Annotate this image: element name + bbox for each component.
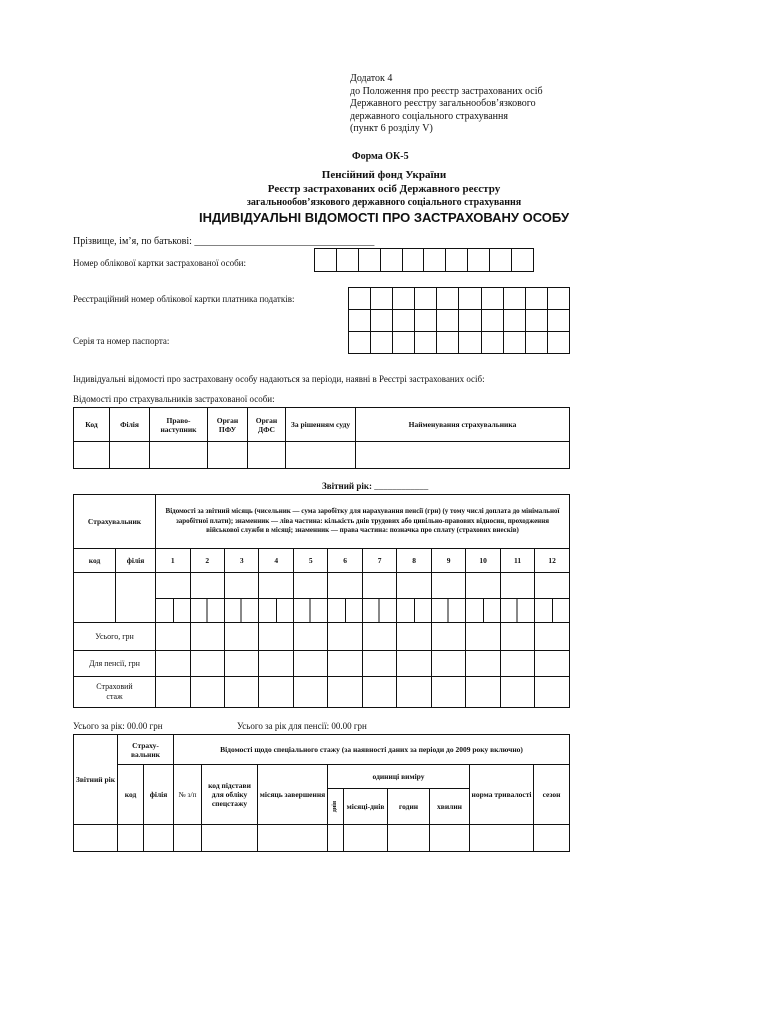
month-header: 5 xyxy=(293,549,327,573)
month-cell[interactable] xyxy=(431,677,465,708)
table-cell[interactable] xyxy=(328,825,344,852)
digit-cell[interactable] xyxy=(424,249,446,272)
month-cell[interactable] xyxy=(259,573,293,599)
table-cell[interactable] xyxy=(74,442,110,469)
month-cell[interactable] xyxy=(362,651,396,677)
month-cell[interactable] xyxy=(156,677,190,708)
header-branch: філія xyxy=(116,549,156,573)
header-branch: філія xyxy=(144,765,174,825)
month-cell[interactable] xyxy=(259,677,293,708)
month-cell[interactable] xyxy=(500,651,534,677)
month-header: 11 xyxy=(500,549,534,573)
digit-cell[interactable] xyxy=(437,332,459,354)
month-cell[interactable] xyxy=(328,651,362,677)
digit-cell[interactable] xyxy=(525,332,547,354)
month-header: 2 xyxy=(190,549,224,573)
header-court: За рішенням суду xyxy=(286,408,356,442)
month-cell[interactable] xyxy=(190,573,224,599)
table-cell[interactable] xyxy=(110,442,150,469)
month-cell[interactable] xyxy=(466,573,500,599)
month-header: 10 xyxy=(466,549,500,573)
table-cell[interactable] xyxy=(534,825,570,852)
month-cell[interactable] xyxy=(535,651,570,677)
table-cell[interactable] xyxy=(344,825,388,852)
insurers-caption: Відомості про страхувальників застрахованої особи: xyxy=(73,394,275,404)
month-cell[interactable] xyxy=(293,651,327,677)
table-cell[interactable] xyxy=(74,825,118,852)
month-cell[interactable] xyxy=(328,677,362,708)
header-code: код xyxy=(118,765,144,825)
digit-cell[interactable] xyxy=(336,249,358,272)
table-cell[interactable] xyxy=(208,442,248,469)
addendum-line: (пункт 6 розділу V) xyxy=(350,123,433,134)
digit-cell[interactable] xyxy=(525,288,547,310)
header-branch: Філія xyxy=(110,408,150,442)
addendum-line: Додаток 4 xyxy=(350,73,393,84)
digit-cell[interactable] xyxy=(503,332,525,354)
month-header: 4 xyxy=(259,549,293,573)
header-month-info: Відомості за звітний місяць (чисельник — сума заробітку для нарахування пенсії (грн) (у тому числі доплата до мінімальної заробітної плати); знаменник — ліва частина: кількість днів трудових або цивільно-правових відносин, проходження військової служби в місяці; знаменник — права частина: позначка про сплату (страхових внесків) xyxy=(156,495,570,549)
taxcard-label: Реєстраційний номер облікової картки платника податків: xyxy=(73,294,295,304)
month-cell[interactable] xyxy=(156,651,190,677)
digit-cell[interactable] xyxy=(371,310,393,332)
month-cell[interactable] xyxy=(500,573,534,599)
registry-line-2: загальнообов’язкового державного соціального страхування xyxy=(246,197,522,208)
header-completion-month: місяць завершення xyxy=(258,765,328,825)
header-units: одиниці виміру xyxy=(328,765,470,789)
month-cell[interactable] xyxy=(466,651,500,677)
header-report-year: Звітний рік xyxy=(74,735,118,825)
report-year[interactable] xyxy=(322,481,428,491)
month-split-cell[interactable] xyxy=(259,599,293,623)
month-cell[interactable] xyxy=(535,573,570,599)
row-label-pension: Для пенсії, грн xyxy=(74,651,156,677)
month-cell[interactable] xyxy=(466,623,500,651)
digit-cell[interactable] xyxy=(437,288,459,310)
month-cell[interactable] xyxy=(224,623,258,651)
digit-cell[interactable] xyxy=(481,310,503,332)
addendum-line: до Положення про реєстр застрахованих осіб xyxy=(350,85,543,97)
month-cell[interactable] xyxy=(156,573,190,599)
digit-cell[interactable] xyxy=(490,249,512,272)
page-title: ІНДИВІДУАЛЬНІ ВІДОМОСТІ ПРО ЗАСТРАХОВАНУ ОСОБУ xyxy=(198,210,570,225)
header-dfs: Орган ДФС xyxy=(248,408,286,442)
month-cell[interactable] xyxy=(259,651,293,677)
month-header: 7 xyxy=(362,549,396,573)
month-cell[interactable] xyxy=(500,677,534,708)
digit-cell[interactable] xyxy=(415,310,437,332)
header-pfu: Орган ПФУ xyxy=(208,408,248,442)
digit-cell[interactable] xyxy=(380,249,402,272)
month-cell[interactable] xyxy=(535,623,570,651)
digit-cell[interactable] xyxy=(393,332,415,354)
header-successor: Право-наступник xyxy=(150,408,208,442)
digit-cell[interactable] xyxy=(415,332,437,354)
name-field[interactable] xyxy=(73,236,374,247)
month-cell[interactable] xyxy=(328,623,362,651)
digit-cell[interactable] xyxy=(437,310,459,332)
digit-cell[interactable] xyxy=(393,310,415,332)
month-cell[interactable] xyxy=(293,623,327,651)
digit-cell[interactable] xyxy=(459,332,481,354)
header-minutes: хвилин xyxy=(430,789,470,825)
digit-cell[interactable] xyxy=(349,288,371,310)
header-days xyxy=(328,789,344,825)
digit-cell[interactable] xyxy=(349,332,371,354)
month-cell[interactable] xyxy=(293,573,327,599)
month-cell[interactable] xyxy=(362,573,396,599)
table-cell[interactable] xyxy=(118,825,144,852)
month-header: 1 xyxy=(156,549,190,573)
monthly-table xyxy=(73,494,570,708)
table-cell[interactable] xyxy=(470,825,534,852)
month-cell[interactable] xyxy=(156,623,190,651)
month-cell[interactable] xyxy=(190,623,224,651)
info-text: Індивідуальні відомості про застраховану особу надаються за періоди, наявні в Реєстрі застрахованих осіб: xyxy=(73,374,485,384)
header-special-info: Відомості щодо спеціального стажу (за наявності даних за періоди до 2009 року включно) xyxy=(174,735,570,765)
month-split-cell[interactable] xyxy=(328,599,362,623)
digit-cell[interactable] xyxy=(402,249,424,272)
month-split-cell[interactable] xyxy=(156,599,190,623)
addendum-block xyxy=(350,73,543,136)
month-cell[interactable] xyxy=(397,623,431,651)
month-cell[interactable] xyxy=(466,677,500,708)
table-cell[interactable] xyxy=(202,825,258,852)
digit-cell[interactable] xyxy=(358,249,380,272)
table-cell[interactable] xyxy=(286,442,356,469)
month-header: 12 xyxy=(535,549,570,573)
month-cell[interactable] xyxy=(535,677,570,708)
header-insurer: Страхувальник xyxy=(74,495,156,549)
pension-year-total: Усього за рік для пенсії: 00.00 грн xyxy=(237,721,367,731)
digit-cell[interactable] xyxy=(446,249,468,272)
passport-label: Серія та номер паспорта: xyxy=(73,336,170,346)
table-cell[interactable] xyxy=(356,442,570,469)
digit-cell[interactable] xyxy=(503,310,525,332)
digit-cell[interactable] xyxy=(503,288,525,310)
month-cell[interactable] xyxy=(362,623,396,651)
month-cell[interactable] xyxy=(328,573,362,599)
month-cell[interactable] xyxy=(293,677,327,708)
digit-cell[interactable] xyxy=(371,288,393,310)
month-split-cell[interactable] xyxy=(397,599,431,623)
digit-cell[interactable] xyxy=(468,249,490,272)
month-header: 8 xyxy=(397,549,431,573)
name-blank: ____________________________________ xyxy=(194,236,375,247)
registry-line-1: Реєстр застрахованих осіб Державного реєстру xyxy=(267,183,501,195)
digit-cell[interactable] xyxy=(459,288,481,310)
table-cell[interactable] xyxy=(174,825,202,852)
card-number-grid xyxy=(314,248,534,272)
month-cell[interactable] xyxy=(259,623,293,651)
month-cell[interactable] xyxy=(224,573,258,599)
digit-cell[interactable] xyxy=(481,332,503,354)
row-label-total: Усього, грн xyxy=(74,623,156,651)
month-cell[interactable] xyxy=(397,651,431,677)
digit-cell[interactable] xyxy=(415,288,437,310)
insurers-table xyxy=(73,407,570,469)
digit-cell[interactable] xyxy=(547,332,569,354)
digit-cell[interactable] xyxy=(525,310,547,332)
org-name: Пенсійний фонд України xyxy=(321,169,447,181)
special-stazh-table xyxy=(73,734,570,852)
digit-cell[interactable] xyxy=(547,310,569,332)
month-split-cell[interactable] xyxy=(362,599,396,623)
header-days-label: днів xyxy=(332,800,339,813)
header-month-days: місяці-днів xyxy=(344,789,388,825)
month-split-cell[interactable] xyxy=(535,599,570,623)
header-code: код xyxy=(74,549,116,573)
header-basis-code: код підстави для обліку спецстажу xyxy=(202,765,258,825)
report-year-blank: ____________ xyxy=(374,481,429,491)
header-code: Код xyxy=(74,408,110,442)
header-hours: годин xyxy=(388,789,430,825)
digit-cell[interactable] xyxy=(512,249,534,272)
card-number-label: Номер облікової картки застрахованої особи: xyxy=(73,258,246,268)
month-cell[interactable] xyxy=(224,651,258,677)
name-label: Прізвище, ім’я, по батькові: xyxy=(73,236,195,247)
table-cell[interactable] xyxy=(258,825,328,852)
row-label-stazh: Страховий стаж xyxy=(74,677,156,708)
month-cell[interactable] xyxy=(431,651,465,677)
form-title: Форма ОК-5 xyxy=(352,151,409,162)
month-header: 9 xyxy=(431,549,465,573)
month-split-cell[interactable] xyxy=(466,599,500,623)
month-header: 3 xyxy=(224,549,258,573)
addendum-line: державного соціального страхування xyxy=(350,110,508,122)
table-cell[interactable] xyxy=(150,442,208,469)
month-cell[interactable] xyxy=(224,677,258,708)
header-norm: норма тривалості xyxy=(470,765,534,825)
digit-cell[interactable] xyxy=(371,332,393,354)
month-cell[interactable] xyxy=(431,573,465,599)
month-cell[interactable] xyxy=(190,677,224,708)
table-cell[interactable] xyxy=(74,573,116,623)
digit-cell[interactable] xyxy=(547,288,569,310)
month-split-cell[interactable] xyxy=(293,599,327,623)
month-cell[interactable] xyxy=(431,623,465,651)
header-seasons: сезон xyxy=(534,765,570,825)
digit-cell[interactable] xyxy=(481,288,503,310)
addendum-line: Державного реєстру загальнообов’язкового xyxy=(350,98,536,109)
month-header: 6 xyxy=(328,549,362,573)
report-year-label: Звітний рік: xyxy=(322,481,375,491)
month-split-cell[interactable] xyxy=(431,599,465,623)
header-insurer: Страху-вальник xyxy=(118,735,174,765)
header-insurer-name: Найменування страхувальника xyxy=(356,408,570,442)
digit-cell[interactable] xyxy=(393,288,415,310)
month-split-cell[interactable] xyxy=(500,599,534,623)
month-cell[interactable] xyxy=(397,573,431,599)
month-split-cell[interactable] xyxy=(190,599,224,623)
table-cell[interactable] xyxy=(430,825,470,852)
table-cell[interactable] xyxy=(116,573,156,623)
month-split-cell[interactable] xyxy=(224,599,258,623)
table-cell[interactable] xyxy=(248,442,286,469)
month-cell[interactable] xyxy=(397,677,431,708)
table-cell[interactable] xyxy=(388,825,430,852)
taxcard-passport-grid xyxy=(348,287,570,354)
total-year: Усього за рік: 00.00 грн xyxy=(73,721,163,731)
header-num: № з/п xyxy=(174,765,202,825)
digit-cell[interactable] xyxy=(349,310,371,332)
digit-cell[interactable] xyxy=(315,249,337,272)
month-cell[interactable] xyxy=(500,623,534,651)
table-cell[interactable] xyxy=(144,825,174,852)
month-cell[interactable] xyxy=(190,651,224,677)
digit-cell[interactable] xyxy=(459,310,481,332)
month-cell[interactable] xyxy=(362,677,396,708)
